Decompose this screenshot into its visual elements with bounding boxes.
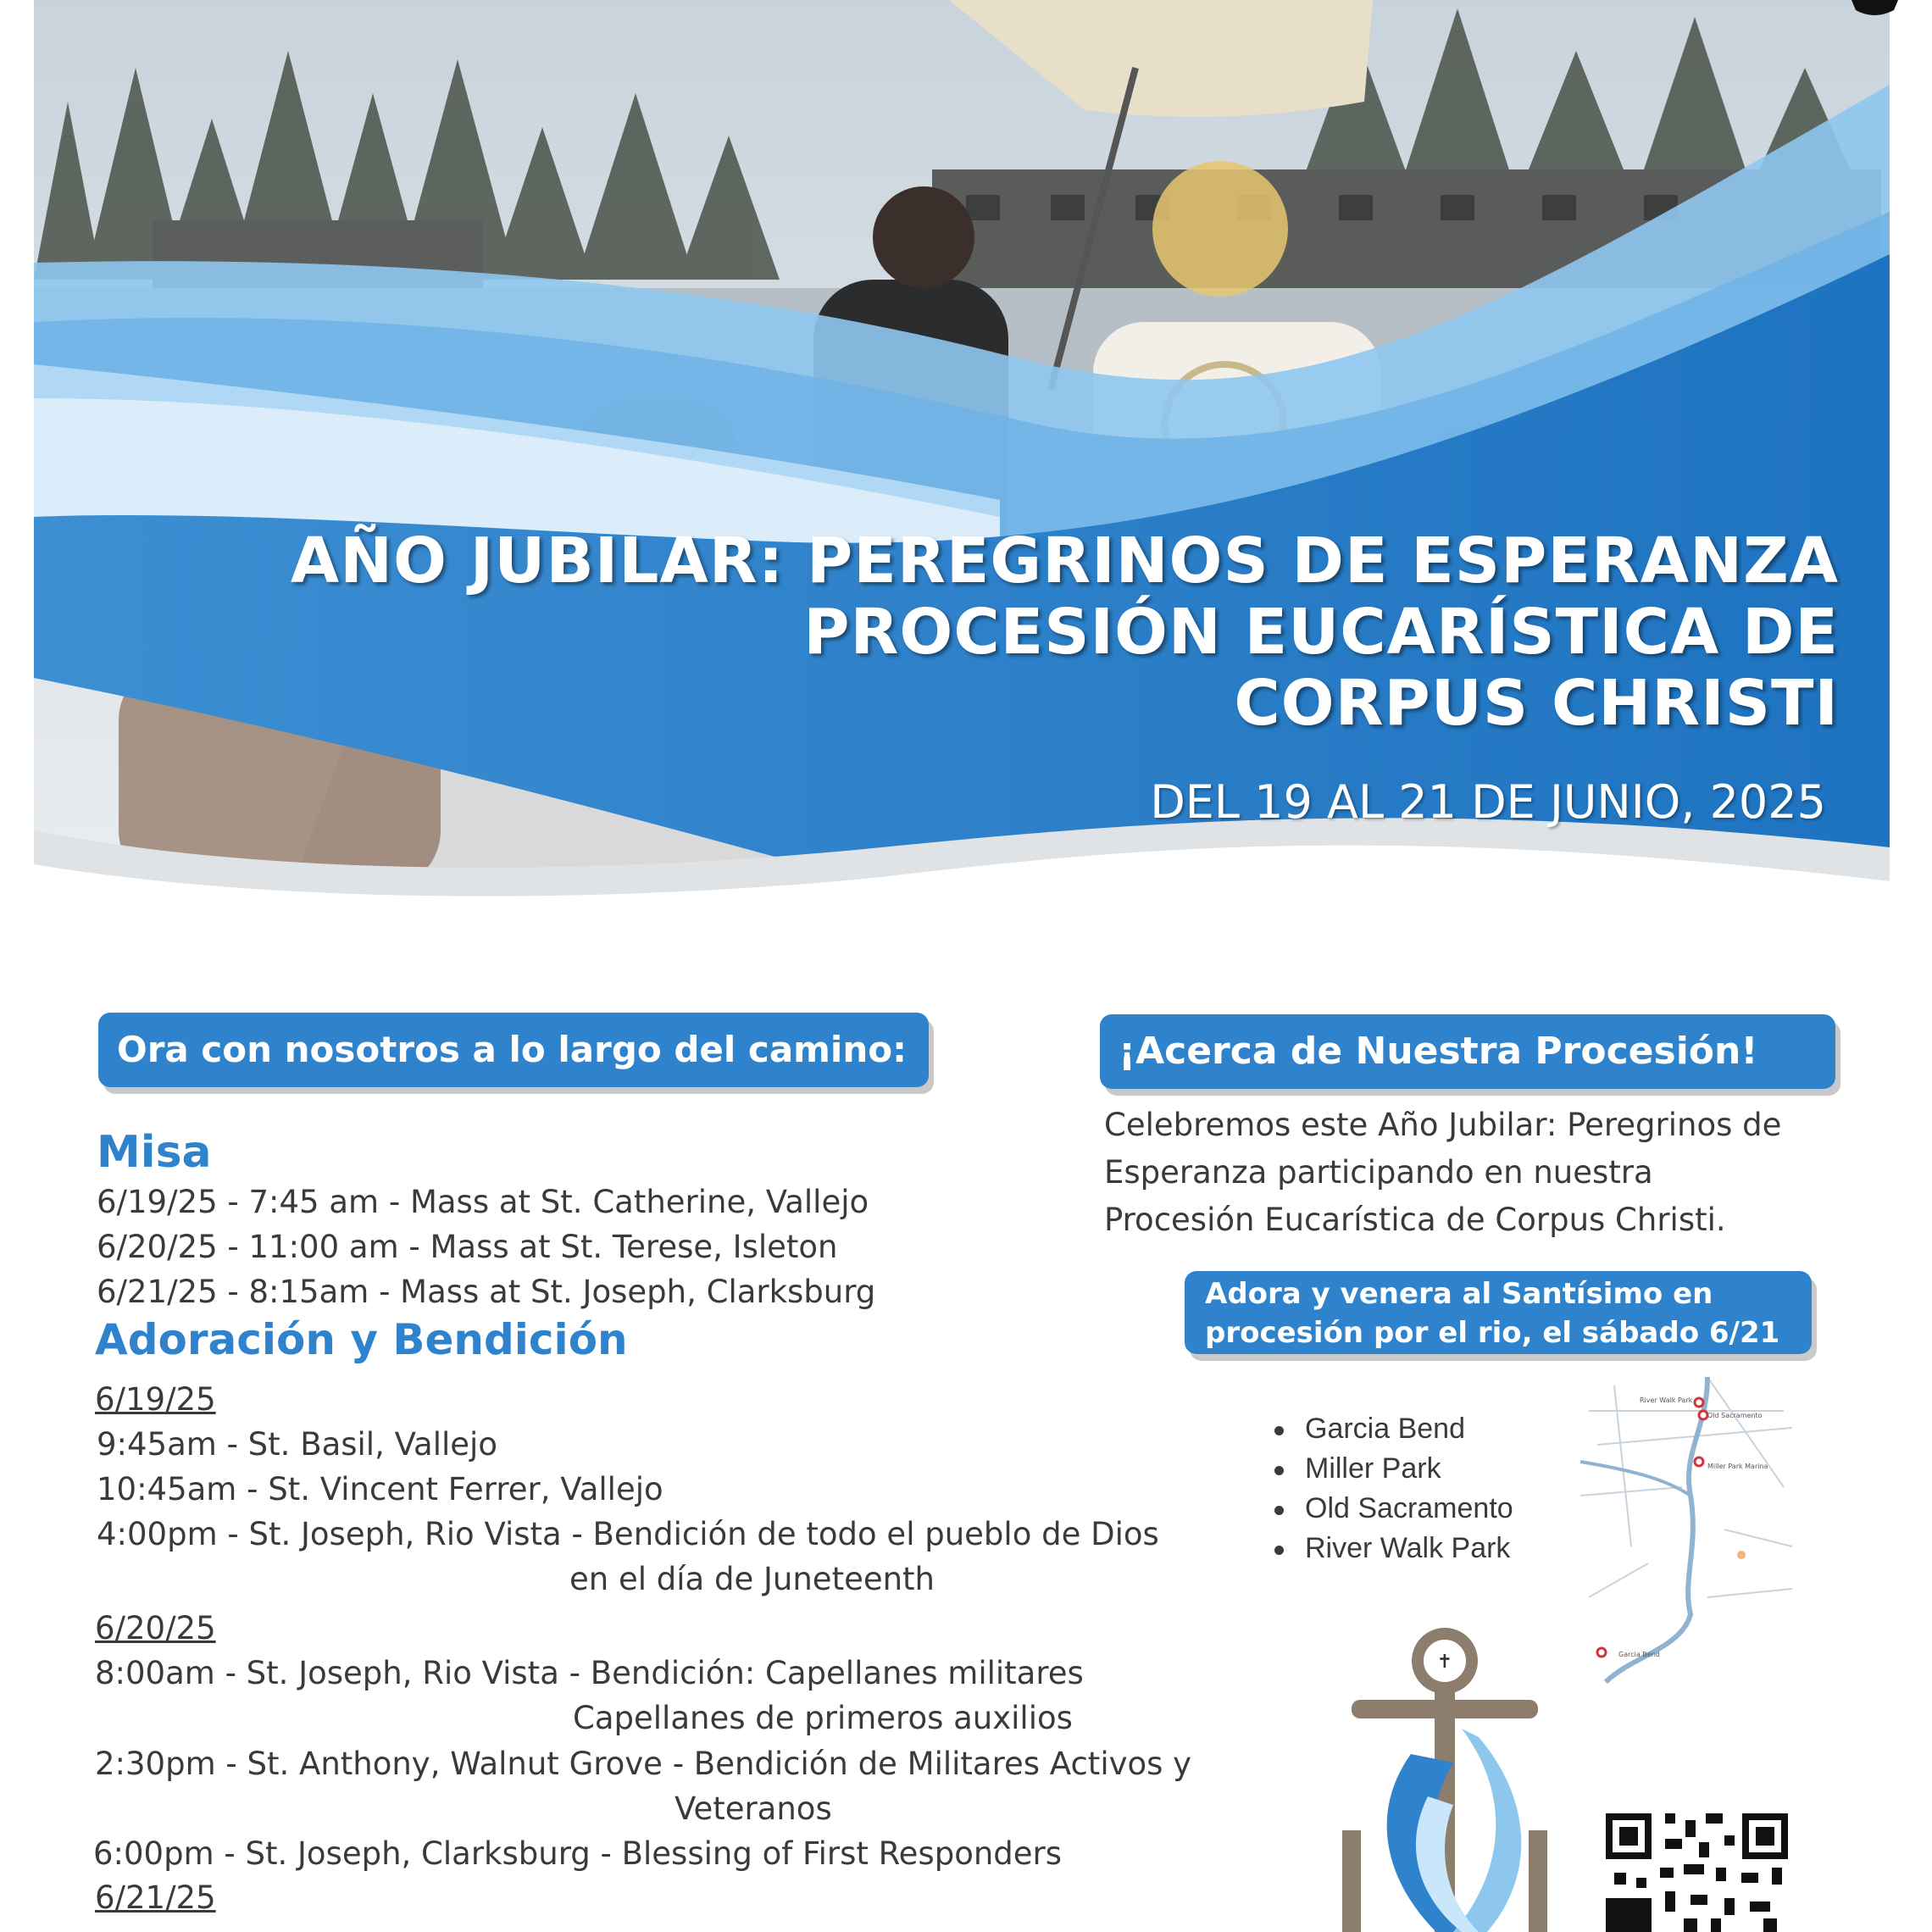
stop-item: Garcia Bend xyxy=(1271,1409,1513,1449)
mass-item: 6/19/25 - 7:45 am - Mass at St. Catherine, Vallejo xyxy=(97,1184,869,1220)
title-line-3: CORPUS CHRISTI xyxy=(1234,667,1839,740)
map-label-garcia: Garcia Bend xyxy=(1618,1651,1660,1658)
title-line-2: PROCESIÓN EUCARÍSTICA DE xyxy=(803,596,1839,669)
about-line: Celebremos este Año Jubilar: Peregrinos de xyxy=(1104,1107,1782,1143)
camera-notch-icon xyxy=(1852,0,1898,17)
schedule-item: 8:00am - St. Joseph, Rio Vista - Bendición: Capellanes militares xyxy=(95,1655,1084,1691)
adore-line-1: Adora y venera al Santísimo en xyxy=(1205,1277,1713,1311)
stop-item: River Walk Park xyxy=(1271,1529,1513,1568)
mass-item: 6/21/25 - 8:15am - Mass at St. Joseph, Clarksburg xyxy=(97,1274,876,1310)
qr-code-icon xyxy=(1606,1813,1788,1932)
mass-item: 6/20/25 - 11:00 am - Mass at St. Terese, Isleton xyxy=(97,1229,838,1265)
schedule-item-continued: Veteranos xyxy=(675,1790,832,1827)
svg-text:✝: ✝ xyxy=(1436,1652,1453,1673)
about-text xyxy=(1104,1102,1833,1244)
map-label-miller: Miller Park Marina xyxy=(1707,1463,1768,1470)
date-heading: 6/19/25 xyxy=(95,1381,216,1418)
event-title xyxy=(291,525,1839,739)
about-line: Esperanza participando en nuestra xyxy=(1104,1154,1653,1191)
route-map xyxy=(1580,1377,1796,1690)
date-heading: 6/21/25 xyxy=(95,1879,216,1916)
pray-with-us-header: Ora con nosotros a lo largo del camino: xyxy=(98,1013,929,1087)
schedule-item: 6:00pm - St. Joseph, Clarksburg - Blessing of First Responders xyxy=(93,1835,1063,1872)
schedule-item-continued: Capellanes de primeros auxilios xyxy=(573,1700,1073,1736)
adoracion-heading: Adoración y Bendición xyxy=(95,1315,628,1364)
schedule-item: 9:45am - St. Basil, Vallejo xyxy=(97,1426,497,1463)
about-line: Procesión Eucarística de Corpus Christi. xyxy=(1104,1202,1726,1238)
hero-banner xyxy=(34,0,1890,932)
schedule-item: 4:00pm - St. Joseph, Rio Vista - Bendición de todo el pueblo de Dios xyxy=(97,1516,1159,1552)
map-label-river-walk: River Walk Park xyxy=(1640,1396,1693,1404)
map-label-old-sac: Old Sacramento xyxy=(1707,1412,1763,1419)
about-procession-header: ¡Acerca de Nuestra Procesión! xyxy=(1100,1014,1835,1089)
schedule-item: 2:30pm - St. Anthony, Walnut Grove - Bendición de Militares Activos y xyxy=(95,1746,1192,1782)
stop-item: Old Sacramento xyxy=(1271,1489,1513,1529)
procession-stops-list xyxy=(1271,1409,1513,1568)
adore-line-2: procesión por el rio, el sábado 6/21 en: xyxy=(1205,1316,1780,1389)
title-line-1: AÑO JUBILAR: PEREGRINOS DE ESPERANZA xyxy=(290,525,1839,597)
schedule-item-continued: en el día de Juneteenth xyxy=(569,1561,935,1597)
schedule-item: 10:45am - St. Vincent Ferrer, Vallejo xyxy=(97,1471,663,1507)
anchor-logo-icon xyxy=(1335,1627,1555,1932)
misa-heading: Misa xyxy=(97,1127,212,1178)
date-heading: 6/20/25 xyxy=(95,1610,216,1646)
stop-item: Miller Park xyxy=(1271,1449,1513,1489)
event-date: DEL 19 AL 21 DE JUNIO, 2025 xyxy=(1150,775,1826,829)
adore-header xyxy=(1185,1271,1812,1389)
